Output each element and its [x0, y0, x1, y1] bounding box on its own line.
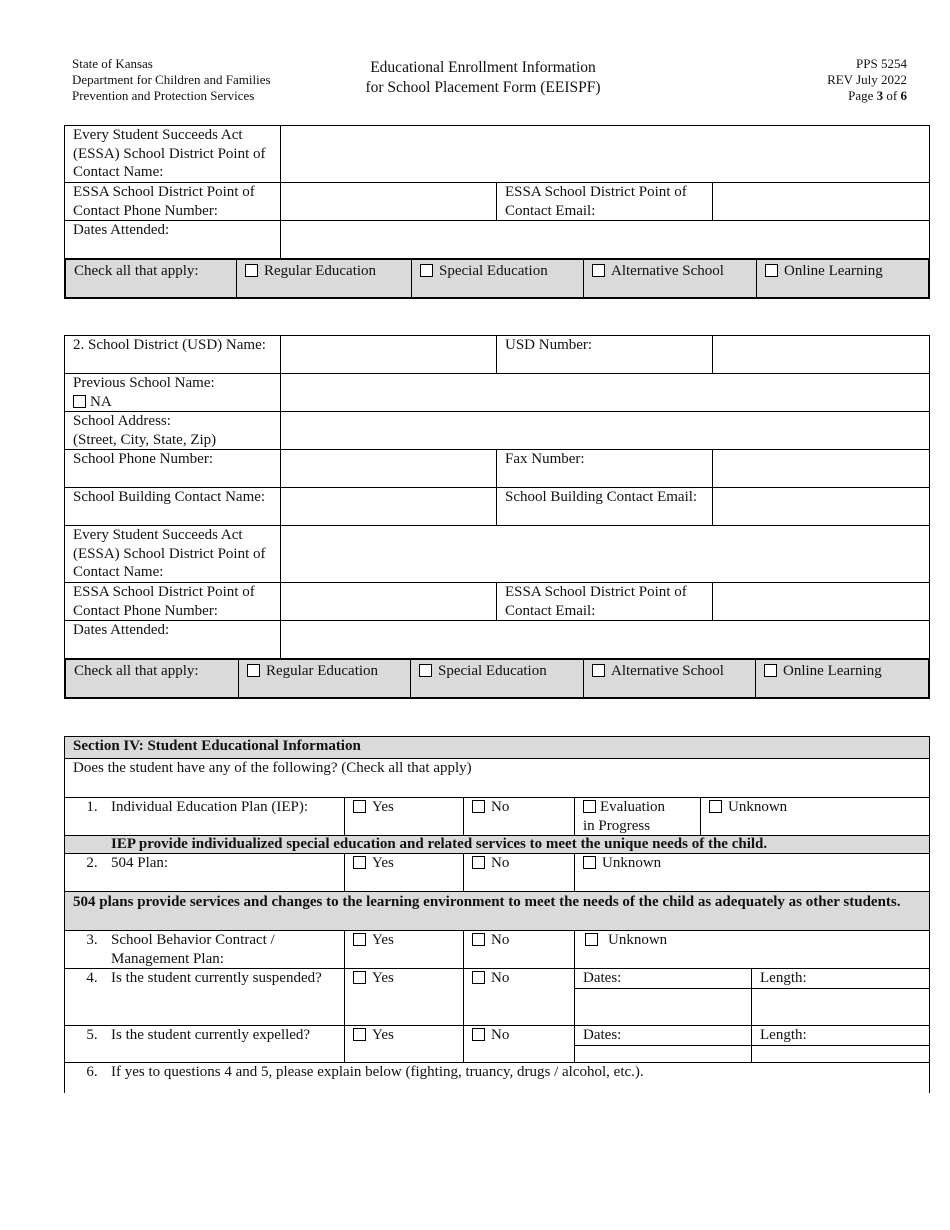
- usd-number-label: USD Number:: [497, 336, 713, 374]
- q3-unknown-label: Unknown: [608, 932, 668, 948]
- section4-table: [64, 736, 930, 1093]
- form-revision: REV July 2022: [827, 72, 907, 87]
- alternative-school-checkbox[interactable]: [592, 664, 605, 677]
- check-all-label: Check all that apply:: [66, 660, 239, 698]
- regular-education-option[interactable]: [237, 260, 412, 298]
- form-title-line2: for School Placement Form (EEISPF): [365, 79, 601, 96]
- q2-yes-checkbox[interactable]: [353, 856, 366, 869]
- q3-label: [65, 931, 345, 969]
- essa-email-label: ESSA School District Point of Contact Email:: [497, 183, 713, 221]
- q1-evaluation-checkbox[interactable]: [583, 800, 596, 813]
- alternative-school-label: Alternative School: [611, 263, 724, 279]
- school-address-line1: School Address:: [73, 413, 171, 429]
- q6-number: 6.: [86, 1064, 98, 1080]
- q5-length-field[interactable]: [752, 1046, 930, 1063]
- building-contact-name-label: School Building Contact Name:: [65, 488, 281, 526]
- page-prefix: Page: [848, 88, 877, 103]
- q5-text: Is the student currently expelled?: [111, 1027, 311, 1043]
- q4-no[interactable]: [464, 969, 575, 1026]
- page-total: 6: [900, 88, 907, 103]
- essa-phone-field[interactable]: [281, 583, 497, 621]
- q4-yes[interactable]: [345, 969, 464, 1026]
- na-label: NA: [90, 393, 112, 410]
- essa-name-field[interactable]: [281, 126, 930, 183]
- q5-dates-field[interactable]: [575, 1046, 752, 1063]
- essa-email-field[interactable]: [713, 583, 930, 621]
- school-address-line2: (Street, City, State, Zip): [73, 431, 217, 448]
- q1-unknown-label: Unknown: [728, 799, 788, 815]
- q3-yes-checkbox[interactable]: [353, 933, 366, 946]
- form-id: PPS 5254: [856, 56, 907, 71]
- na-option[interactable]: [73, 393, 272, 412]
- q6-row: [65, 1063, 930, 1093]
- essa-name-label: Every Student Succeeds Act (ESSA) School District Point of Contact Name:: [65, 526, 281, 583]
- q4-yes-checkbox[interactable]: [353, 971, 366, 984]
- q2-number: 2.: [86, 855, 98, 871]
- q4-number: 4.: [86, 970, 98, 986]
- q5-no[interactable]: [464, 1026, 575, 1063]
- q5-number: 5.: [86, 1027, 98, 1043]
- q4-dates-label: Dates:: [575, 969, 752, 989]
- page-of: of: [883, 88, 901, 103]
- q1-yes[interactable]: [345, 798, 464, 836]
- dates-attended-label: Dates Attended:: [65, 621, 281, 659]
- dates-attended-field[interactable]: [281, 621, 930, 659]
- form-title: [330, 58, 636, 98]
- q4-label: [65, 969, 345, 1026]
- building-contact-email-field[interactable]: [713, 488, 930, 526]
- regular-education-checkbox[interactable]: [247, 664, 260, 677]
- q5-no-checkbox[interactable]: [472, 1028, 485, 1041]
- essa-email-label: ESSA School District Point of Contact Email:: [497, 583, 713, 621]
- form-title-line1: Educational Enrollment Information: [370, 59, 596, 76]
- note-504: 504 plans provide services and changes to the learning environment to meet the needs of the child as adequately as other students.: [65, 892, 930, 931]
- agency-state: State of Kansas: [72, 56, 153, 71]
- q1-evaluation[interactable]: [575, 798, 701, 836]
- q3-yes[interactable]: [345, 931, 464, 969]
- q1-evaluation-label-line1: Evaluation: [600, 799, 665, 815]
- q1-unknown[interactable]: [701, 798, 930, 836]
- dates-attended-label: Dates Attended:: [65, 221, 281, 259]
- alternative-school-checkbox[interactable]: [592, 264, 605, 277]
- district1-table: [64, 125, 930, 299]
- q4-no-label: No: [491, 970, 510, 986]
- q2-unknown[interactable]: [575, 854, 930, 892]
- school-phone-field[interactable]: [281, 450, 497, 488]
- q4-length-label: Length:: [752, 969, 930, 989]
- q5-yes-checkbox[interactable]: [353, 1028, 366, 1041]
- iep-note: IEP provide individualized special education and related services to meet the unique needs of the child.: [65, 836, 930, 854]
- dates-attended-field[interactable]: [281, 221, 930, 259]
- online-learning-label: Online Learning: [784, 263, 883, 279]
- regular-education-checkbox[interactable]: [245, 264, 258, 277]
- usd-number-field[interactable]: [713, 336, 930, 374]
- q4-text: Is the student currently suspended?: [111, 970, 322, 986]
- essa-phone-label: ESSA School District Point of Contact Phone Number:: [65, 183, 281, 221]
- q5-length-label: Length:: [752, 1026, 930, 1046]
- q1-unknown-checkbox[interactable]: [709, 800, 722, 813]
- special-education-label: Special Education: [438, 663, 547, 679]
- special-education-checkbox[interactable]: [420, 264, 433, 277]
- q1-evaluation-label-line2: in Progress: [583, 817, 651, 834]
- q3-yes-label: Yes: [372, 932, 394, 948]
- page-indicator: [827, 88, 907, 104]
- online-learning-checkbox[interactable]: [764, 664, 777, 677]
- previous-school-label-cell: [65, 374, 281, 412]
- online-learning-option[interactable]: [756, 660, 929, 698]
- q4-length-field[interactable]: [752, 989, 930, 1026]
- special-education-checkbox[interactable]: [419, 664, 432, 677]
- q2-text: 504 Plan:: [111, 855, 169, 871]
- school-phone-label: School Phone Number:: [65, 450, 281, 488]
- q5-yes-label: Yes: [372, 1027, 394, 1043]
- section4-question: Does the student have any of the following? (Check all that apply): [65, 759, 930, 798]
- q2-label: [65, 854, 345, 892]
- q2-unknown-checkbox[interactable]: [583, 856, 596, 869]
- q4-dates-field[interactable]: [575, 989, 752, 1026]
- form-meta: [827, 56, 907, 104]
- school-address-label: [65, 412, 281, 450]
- q4-yes-label: Yes: [372, 970, 394, 986]
- special-education-option[interactable]: [411, 660, 584, 698]
- section4-title: Section IV: Student Educational Information: [65, 737, 930, 759]
- q1-yes-label: Yes: [372, 799, 394, 815]
- district-name-label: 2. School District (USD) Name:: [65, 336, 281, 374]
- regular-education-label: Regular Education: [266, 663, 379, 679]
- q3-no-checkbox[interactable]: [472, 933, 485, 946]
- fax-number-label: Fax Number:: [497, 450, 713, 488]
- q3-no[interactable]: [464, 931, 575, 969]
- q2-yes-label: Yes: [372, 855, 394, 871]
- essa-phone-field[interactable]: [281, 183, 497, 221]
- q5-yes[interactable]: [345, 1026, 464, 1063]
- q3-number: 3.: [86, 932, 98, 948]
- q5-label: [65, 1026, 345, 1063]
- alternative-school-option[interactable]: [584, 660, 756, 698]
- fax-number-field[interactable]: [713, 450, 930, 488]
- regular-education-option[interactable]: [239, 660, 411, 698]
- agency-block: [72, 56, 271, 104]
- regular-education-label: Regular Education: [264, 263, 377, 279]
- district-name-field[interactable]: [281, 336, 497, 374]
- q3-no-label: No: [491, 932, 510, 948]
- school-address-field[interactable]: [281, 412, 930, 450]
- check-all-row: [65, 259, 930, 299]
- q1-no-label: No: [491, 799, 510, 815]
- q2-no[interactable]: [464, 854, 575, 892]
- q1-yes-checkbox[interactable]: [353, 800, 366, 813]
- agency-department: Department for Children and Families: [72, 72, 271, 87]
- q5-no-label: No: [491, 1027, 510, 1043]
- q3-unknown[interactable]: [575, 931, 930, 969]
- online-learning-label: Online Learning: [783, 663, 882, 679]
- q2-unknown-label: Unknown: [602, 855, 662, 871]
- check-all-label: Check all that apply:: [66, 260, 237, 298]
- essa-name-label: Every Student Succeeds Act (ESSA) School District Point of Contact Name:: [65, 126, 281, 183]
- q2-yes[interactable]: [345, 854, 464, 892]
- check-all-row: [65, 659, 930, 699]
- district2-table: [64, 335, 930, 699]
- essa-name-field[interactable]: [281, 526, 930, 583]
- page-number: 3: [876, 88, 884, 103]
- q1-number: 1.: [86, 799, 98, 815]
- online-learning-checkbox[interactable]: [765, 264, 778, 277]
- q5-dates-label: Dates:: [575, 1026, 752, 1046]
- q1-no-checkbox[interactable]: [472, 800, 485, 813]
- q4-no-checkbox[interactable]: [472, 971, 485, 984]
- q1-label: [65, 798, 345, 836]
- previous-school-field[interactable]: [281, 374, 930, 412]
- q2-no-label: No: [491, 855, 510, 871]
- building-contact-email-label: School Building Contact Email:: [497, 488, 713, 526]
- na-checkbox[interactable]: [73, 395, 86, 408]
- q1-text: Individual Education Plan (IEP):: [111, 799, 309, 815]
- essa-email-field[interactable]: [713, 183, 930, 221]
- q2-no-checkbox[interactable]: [472, 856, 485, 869]
- q3-unknown-checkbox[interactable]: [585, 933, 598, 946]
- previous-school-label: Previous School Name:: [73, 375, 215, 391]
- online-learning-option[interactable]: [757, 260, 929, 298]
- q6-text: If yes to questions 4 and 5, please explain below (fighting, truancy, drugs / alcohol, etc.).: [111, 1064, 644, 1080]
- essa-phone-label: ESSA School District Point of Contact Phone Number:: [65, 583, 281, 621]
- alternative-school-option[interactable]: [584, 260, 757, 298]
- alternative-school-label: Alternative School: [611, 663, 724, 679]
- building-contact-name-field[interactable]: [281, 488, 497, 526]
- q1-no[interactable]: [464, 798, 575, 836]
- special-education-option[interactable]: [412, 260, 584, 298]
- agency-division: Prevention and Protection Services: [72, 88, 255, 103]
- q3-text: School Behavior Contract / Management Plan:: [111, 932, 275, 967]
- special-education-label: Special Education: [439, 263, 548, 279]
